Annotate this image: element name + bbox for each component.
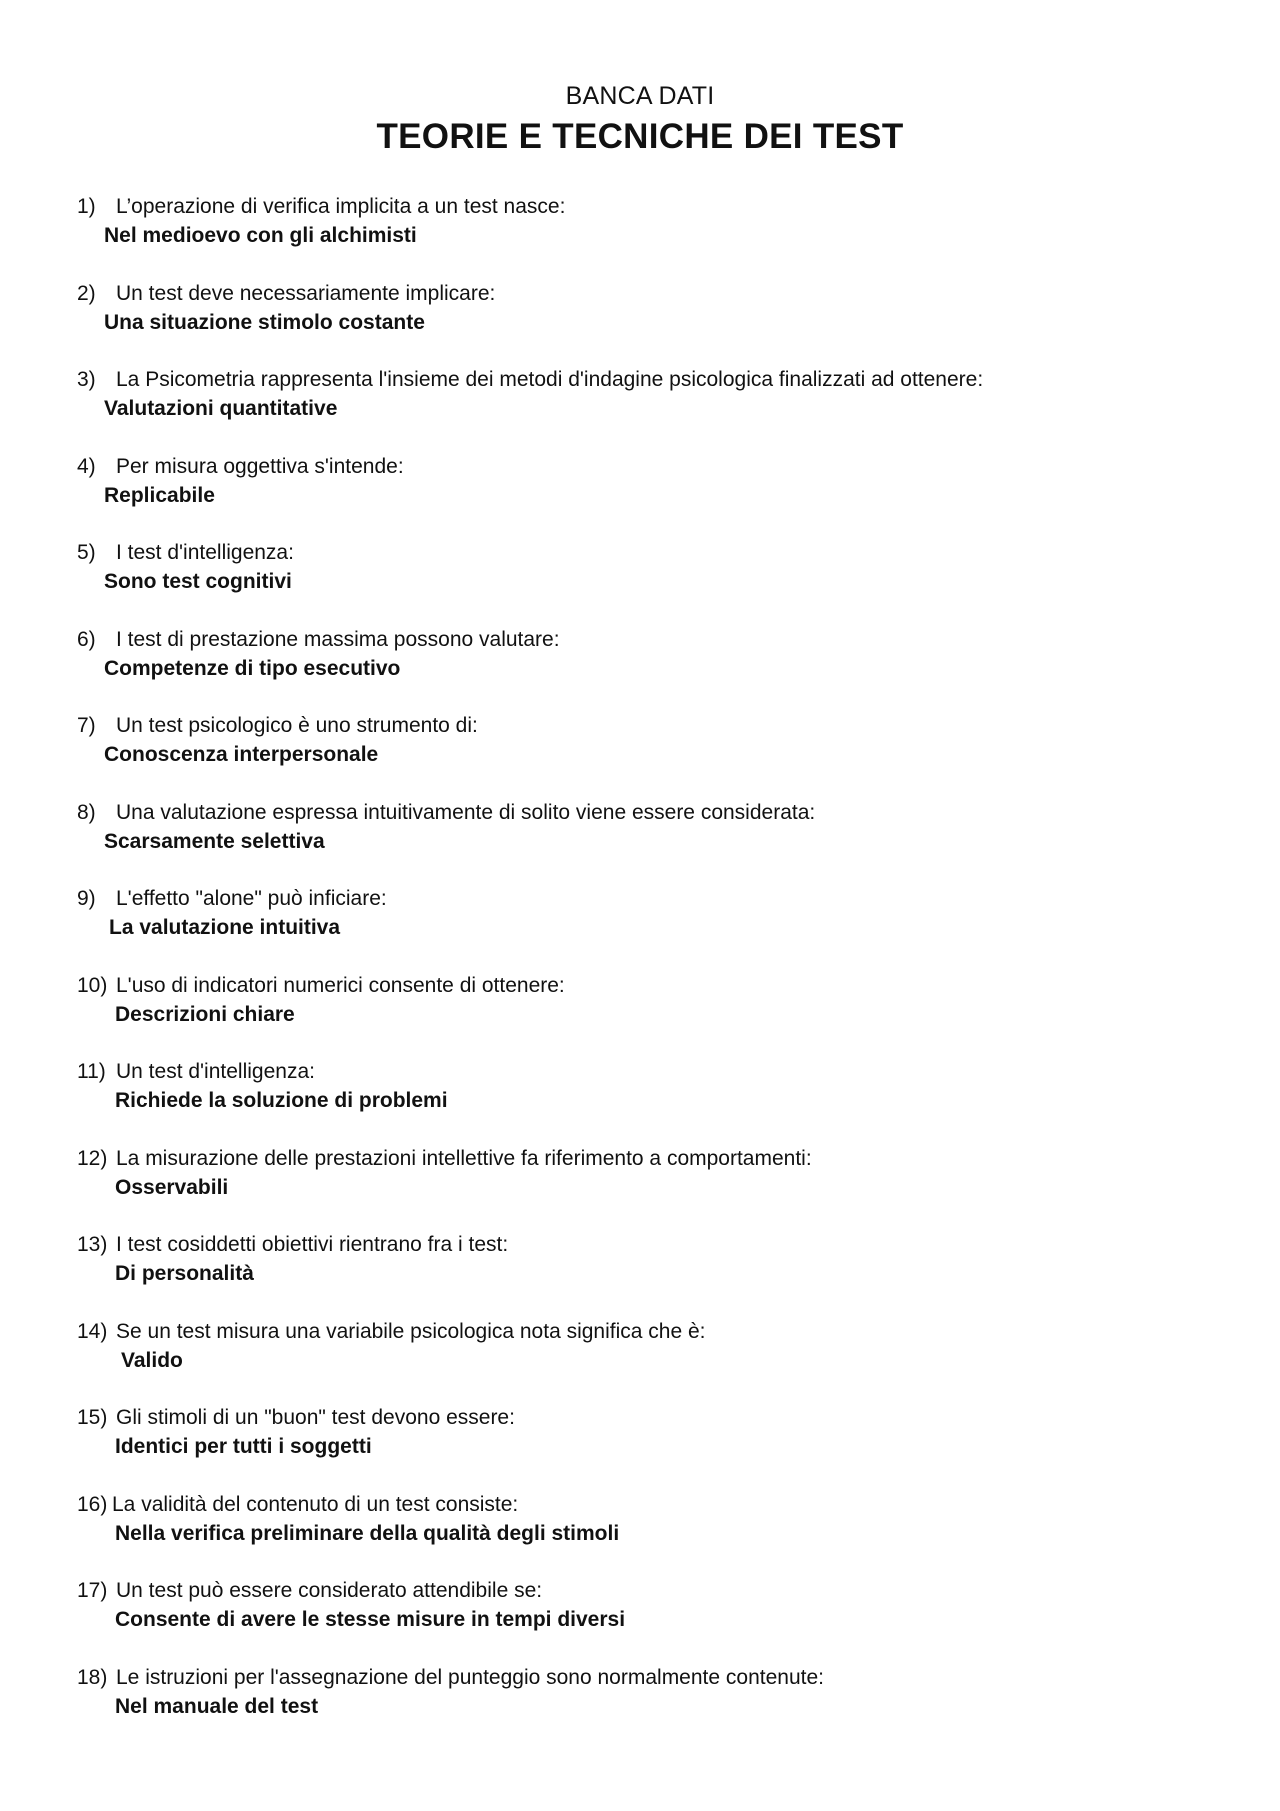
question-number: 6) [77, 627, 96, 651]
question-item [77, 279, 1227, 366]
question-item [77, 1144, 1227, 1231]
question-number: 4) [77, 454, 96, 478]
question-number: 16) [77, 1492, 108, 1516]
question-text: L’operazione di verifica implicita a un test nasce: [116, 195, 566, 218]
answer-text: Sono test cognitivi [104, 570, 292, 593]
question-item [77, 884, 1227, 971]
question-item [77, 625, 1227, 712]
answer-text: Valutazioni quantitative [104, 397, 338, 420]
answer-text: La valutazione intuitiva [109, 916, 341, 939]
question-text: Un test psicologico è uno strumento di: [116, 714, 478, 737]
answer-text: Competenze di tipo esecutivo [104, 656, 401, 680]
document-subtitle: BANCA DATI [565, 82, 715, 110]
answer-text: Una situazione stimolo costante [104, 310, 425, 334]
question-text: I test d'intelligenza: [116, 541, 294, 564]
answer-text: Valido [121, 1348, 183, 1372]
question-item [77, 1057, 1227, 1144]
question-text: Una valutazione espressa intuitivamente di solito viene essere considerata: [116, 800, 816, 824]
answer-text: Richiede la soluzione di problemi [115, 1089, 448, 1112]
answer-text: Replicabile [104, 483, 215, 507]
answer-text: Osservabili [115, 1175, 229, 1199]
question-text: L'effetto "alone" può inficiare: [116, 887, 387, 910]
question-text: Gli stimoli di un "buon" test devono essere: [116, 1406, 515, 1429]
question-item [77, 1576, 1227, 1663]
answer-text: Nel manuale del test [115, 1694, 319, 1718]
question-item [77, 798, 1227, 885]
answer-text: Nella verifica preliminare della qualità degli stimoli [115, 1521, 620, 1545]
answer-text: Conoscenza interpersonale [104, 743, 379, 766]
question-number: 11) [77, 1060, 106, 1083]
question-text: La Psicometria rappresenta l'insieme dei metodi d'indagine psicologica finalizzati ad ottenere: [116, 368, 984, 391]
question-number: 7) [77, 714, 96, 737]
answer-text: Nel medioevo con gli alchimisti [104, 224, 417, 247]
question-text: La validità del contenuto di un test consiste: [112, 1492, 519, 1516]
question-text: Un test può essere considerato attendibile se: [116, 1579, 543, 1602]
question-number: 5) [77, 541, 96, 564]
question-item [77, 1403, 1227, 1490]
question-number: 17) [77, 1579, 108, 1602]
question-text: L'uso di indicatori numerici consente di ottenere: [116, 973, 565, 997]
question-text: Le istruzioni per l'assegnazione del punteggio sono normalmente contenute: [116, 1665, 824, 1689]
question-item [77, 365, 1227, 452]
question-item [77, 1230, 1227, 1317]
question-text: Un test d'intelligenza: [116, 1060, 315, 1083]
question-number: 14) [77, 1319, 108, 1343]
answer-text: Descrizioni chiare [115, 1002, 295, 1026]
question-item [77, 1317, 1227, 1404]
question-text: Per misura oggettiva s'intende: [116, 454, 404, 478]
document-title: TEORIE E TECNICHE DEI TEST [376, 117, 904, 156]
question-item [77, 452, 1227, 539]
answer-text: Consente di avere le stesse misure in tempi diversi [115, 1608, 626, 1631]
question-item [77, 538, 1227, 625]
question-number: 8) [77, 800, 96, 824]
question-item [77, 1663, 1227, 1750]
question-number: 2) [77, 281, 96, 305]
question-item [77, 711, 1227, 798]
question-number: 1) [77, 195, 96, 218]
question-text: I test cosiddetti obiettivi rientrano fra i test: [116, 1233, 509, 1256]
question-number: 18) [77, 1665, 108, 1689]
question-item [77, 971, 1227, 1058]
answer-text: Di personalità [115, 1262, 254, 1285]
question-number: 15) [77, 1406, 108, 1429]
answer-text: Identici per tutti i soggetti [115, 1435, 372, 1458]
question-list [77, 192, 1227, 1749]
question-number: 12) [77, 1146, 108, 1170]
question-item [77, 1490, 1227, 1577]
question-text: Se un test misura una variabile psicologica nota significa che è: [116, 1319, 706, 1343]
question-text: Un test deve necessariamente implicare: [116, 281, 496, 305]
question-number: 3) [77, 368, 96, 391]
question-number: 10) [77, 973, 108, 997]
question-number: 13) [77, 1233, 108, 1256]
question-item [77, 192, 1227, 279]
question-text: I test di prestazione massima possono valutare: [116, 627, 560, 651]
question-number: 9) [77, 887, 96, 910]
answer-text: Scarsamente selettiva [104, 829, 325, 853]
question-text: La misurazione delle prestazioni intellettive fa riferimento a comportamenti: [116, 1146, 812, 1170]
